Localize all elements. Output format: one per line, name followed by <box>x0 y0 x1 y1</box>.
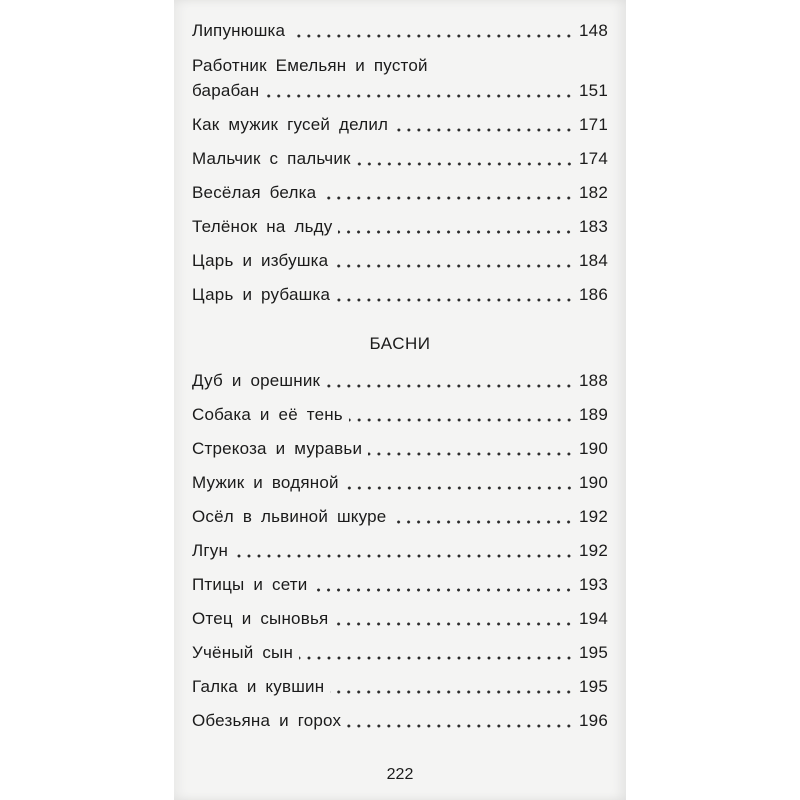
toc-entry <box>192 364 608 398</box>
toc-entry-title: Дуб и орешник <box>192 371 321 390</box>
toc-entry-title: Как мужик гусей делил <box>192 115 389 134</box>
toc-entry <box>192 432 608 466</box>
toc-entry <box>192 278 608 312</box>
dot-leader <box>291 33 574 39</box>
toc-entry-page: 194 <box>579 609 608 628</box>
toc-entry-title: Осёл в львиной шкуре <box>192 507 387 526</box>
toc-entry-title: Лгун <box>192 541 229 560</box>
dot-leader <box>392 519 574 525</box>
toc-entry <box>192 466 608 500</box>
toc-entry-title: Липунюшка <box>192 21 286 40</box>
toc-entry <box>192 704 608 738</box>
toc-entry-page: 148 <box>579 21 608 40</box>
toc-entry-page: 195 <box>579 643 608 662</box>
dot-leader <box>330 689 574 695</box>
dot-leader <box>349 417 574 423</box>
toc-entry <box>192 398 608 432</box>
toc-entry-page: 189 <box>579 405 608 424</box>
dot-leader <box>265 93 574 99</box>
dot-leader <box>326 383 574 389</box>
toc-entry-title: Галка и кувшин <box>192 677 325 696</box>
dot-leader <box>368 451 574 457</box>
toc-entry-title-continued: барабан <box>192 81 260 100</box>
toc-entry-title: Телёнок на льду <box>192 217 333 236</box>
toc-entry-title: Мужик и водяной <box>192 473 339 492</box>
toc-entry-title: Царь и рубашка <box>192 285 331 304</box>
toc-entry-title: Обезьяна и горох <box>192 711 342 730</box>
toc-entry-title: Учёный сын <box>192 643 294 662</box>
toc-entry <box>192 602 608 636</box>
toc-entry <box>192 176 608 210</box>
toc-entry-page: 196 <box>579 711 608 730</box>
dot-leader <box>345 485 574 491</box>
toc-entry-page: 184 <box>579 251 608 270</box>
dot-leader <box>357 161 574 167</box>
toc-entry-page: 188 <box>579 371 608 390</box>
toc-entry-page: 182 <box>579 183 608 202</box>
toc-entry-title: Мальчик с пальчик <box>192 149 351 168</box>
toc-entry-title: Стрекоза и муравьи <box>192 439 363 458</box>
dot-leader <box>234 553 574 559</box>
dot-leader <box>322 195 574 201</box>
toc-entry-title: Собака и её тень <box>192 405 343 424</box>
toc-entry <box>192 244 608 278</box>
dot-leader <box>334 263 574 269</box>
toc-entry-page: 193 <box>579 575 608 594</box>
toc-entry-page: 195 <box>579 677 608 696</box>
toc-entry-page: 171 <box>579 115 608 134</box>
toc-entry-title: Работник Емельян и пустой <box>192 56 428 75</box>
toc-entry-page: 192 <box>579 541 608 560</box>
toc-entry-title: Отец и сыновья <box>192 609 329 628</box>
toc-entry-page: 151 <box>579 81 608 100</box>
dot-leader <box>336 297 574 303</box>
dot-leader <box>338 229 574 235</box>
toc-entry <box>192 14 608 48</box>
toc-entry <box>192 500 608 534</box>
toc-entry <box>192 534 608 568</box>
dot-leader <box>299 655 574 661</box>
toc-entry-page: 190 <box>579 473 608 492</box>
page-number: 222 <box>386 766 414 783</box>
section-heading: БАСНИ <box>369 334 431 353</box>
toc-entry-title: Царь и избушка <box>192 251 329 270</box>
table-of-contents <box>192 14 608 738</box>
toc-entry-title: Птицы и сети <box>192 575 308 594</box>
toc-entry <box>192 142 608 176</box>
toc-entry-page: 192 <box>579 507 608 526</box>
toc-entry-page: 174 <box>579 149 608 168</box>
toc-entry <box>192 636 608 670</box>
toc-entry <box>192 48 608 108</box>
toc-entry-title: Весёлая белка <box>192 183 317 202</box>
dot-leader <box>334 621 574 627</box>
toc-entry <box>192 210 608 244</box>
toc-entry <box>192 670 608 704</box>
toc-entry-page: 183 <box>579 217 608 236</box>
toc-entry <box>192 108 608 142</box>
book-page <box>174 0 626 800</box>
dot-leader <box>347 723 574 729</box>
dot-leader <box>394 127 574 133</box>
toc-entry-page: 186 <box>579 285 608 304</box>
dot-leader <box>313 587 574 593</box>
toc-entry <box>192 568 608 602</box>
toc-entry-page: 190 <box>579 439 608 458</box>
